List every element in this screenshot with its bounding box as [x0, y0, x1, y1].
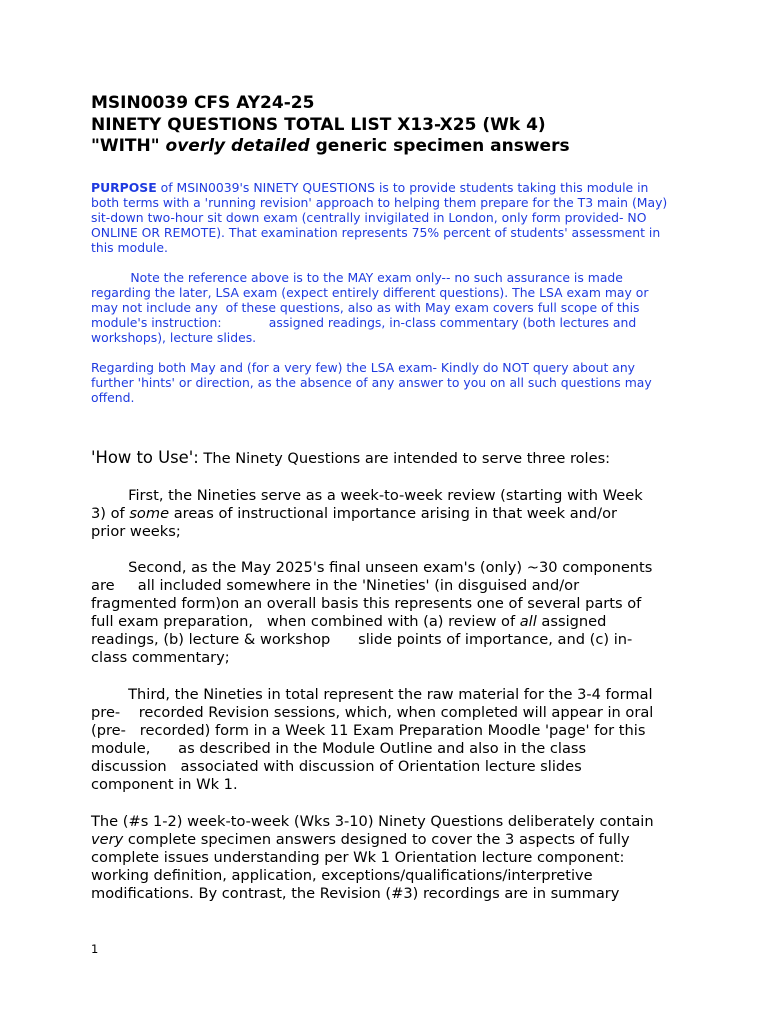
- third-role-line-4: module, as described in the Module Outline and also in the class: [91, 740, 587, 758]
- purpose-label: PURPOSE: [91, 180, 157, 195]
- title-line-2: NINETY QUESTIONS TOTAL LIST X13-X25 (Wk 4): [91, 114, 546, 135]
- how-to-use-second-role: [91, 559, 691, 668]
- third-role-line-1: Third, the Nineties in total represent the raw material for the 3-4 formal: [91, 686, 653, 703]
- second-role-line-2: are all included somewhere in the 'Nineties' (in disguised and/or: [91, 577, 580, 595]
- purpose-p3-line-3: offend.: [91, 390, 135, 405]
- third-role-line-6: component in Wk 1.: [91, 776, 238, 794]
- first-role-line-2b: areas of instructional importance arising in that week and/or: [169, 505, 618, 523]
- specimen-line-2-emphasis: very: [91, 831, 124, 849]
- second-role-line-3: fragmented form)on an overall basis this represents one of several parts of: [91, 595, 642, 613]
- first-role-line-2a: 3) of: [91, 505, 130, 523]
- purpose-p1-line-3: sit-down two-hour sit down exam (centrally invigilated in London, only form provided- NO: [91, 210, 647, 225]
- title-line-3-prefix: "WITH": [91, 136, 166, 156]
- specimen-line-5: modifications. By contrast, the Revision (#3) recordings are in summary: [91, 885, 620, 903]
- document-title: [91, 93, 731, 158]
- how-to-use-heading-line: [91, 449, 691, 468]
- purpose-p2-line-2: regarding the later, LSA exam (expect entirely different questions). The LSA exam may or: [91, 285, 649, 300]
- how-to-use-intro: The Ninety Questions are intended to serve three roles:: [198, 450, 611, 467]
- second-role-line-4a: full exam preparation, when combined with (a) review of: [91, 613, 520, 631]
- purpose-p2-line-3: may not include any of these questions, also as with May exam covers full scope of this: [91, 300, 640, 315]
- specimen-line-1: The (#s 1-2) week-to-week (Wks 3-10) Ninety Questions deliberately contain: [91, 813, 654, 830]
- first-role-line-3: prior weeks;: [91, 523, 181, 541]
- purpose-p1-line-2: both terms with a 'running revision' approach to helping them prepare for the T3 main (May): [91, 195, 668, 210]
- second-role-line-4b: assigned: [536, 613, 607, 631]
- title-line-3-suffix: generic specimen answers: [309, 136, 570, 156]
- specimen-line-2b: complete specimen answers designed to cover the 3 aspects of fully: [123, 831, 630, 849]
- third-role-line-5: discussion associated with discussion of Orientation lecture slides: [91, 758, 582, 776]
- title-line-3-emphasis: overly detailed: [165, 136, 310, 156]
- purpose-paragraph-3: [91, 360, 691, 405]
- purpose-p2-line-4: module's instruction: assigned readings, in-class commentary (both lectures and: [91, 315, 637, 330]
- purpose-p1-line-4: ONLINE OR REMOTE). That examination represents 75% percent of students' assessment in: [91, 225, 661, 240]
- how-to-use-heading: 'How to Use':: [91, 448, 199, 467]
- how-to-use-first-role: [91, 487, 691, 541]
- how-to-use-third-role: [91, 686, 691, 795]
- specimen-answers-paragraph: [91, 813, 691, 903]
- purpose-paragraph-2: [91, 270, 691, 345]
- title-line-1: MSIN0039 CFS AY24-25: [91, 93, 315, 113]
- page-number: 1: [91, 942, 99, 956]
- purpose-p2-line-1: Note the reference above is to the MAY exam only-- no such assurance is made: [91, 270, 623, 285]
- title-line-3: [91, 136, 731, 158]
- second-role-line-4-emphasis: all: [519, 613, 537, 631]
- second-role-line-1: Second, as the May 2025's final unseen exam's (only) ~30 components: [91, 559, 653, 576]
- third-role-line-2: pre- recorded Revision sessions, which, when completed will appear in oral: [91, 704, 654, 722]
- second-role-line-5: readings, (b) lecture & workshop slide points of importance, and (c) in-: [91, 631, 633, 649]
- purpose-paragraph-1: [91, 180, 691, 255]
- purpose-p3-line-2: further 'hints' or direction, as the absence of any answer to you on all such questions may: [91, 375, 652, 390]
- specimen-line-4: working definition, application, exceptions/qualifications/interpretive: [91, 867, 593, 885]
- purpose-p1-line-5: this module.: [91, 240, 168, 255]
- specimen-line-3: complete issues understanding per Wk 1 Orientation lecture component:: [91, 849, 625, 867]
- purpose-p1-line-1: of MSIN0039's NINETY QUESTIONS is to provide students taking this module in: [156, 180, 649, 195]
- third-role-line-3: (pre- recorded) form in a Week 11 Exam Preparation Moodle 'page' for this: [91, 722, 646, 740]
- first-role-line-2-emphasis: some: [129, 505, 170, 523]
- second-role-line-6: class commentary;: [91, 649, 230, 667]
- purpose-p3-line-1: Regarding both May and (for a very few) the LSA exam- Kindly do NOT query about any: [91, 360, 636, 375]
- first-role-line-1: First, the Nineties serve as a week-to-week review (starting with Week: [91, 487, 643, 504]
- purpose-p2-line-5: workshops), lecture slides.: [91, 330, 257, 345]
